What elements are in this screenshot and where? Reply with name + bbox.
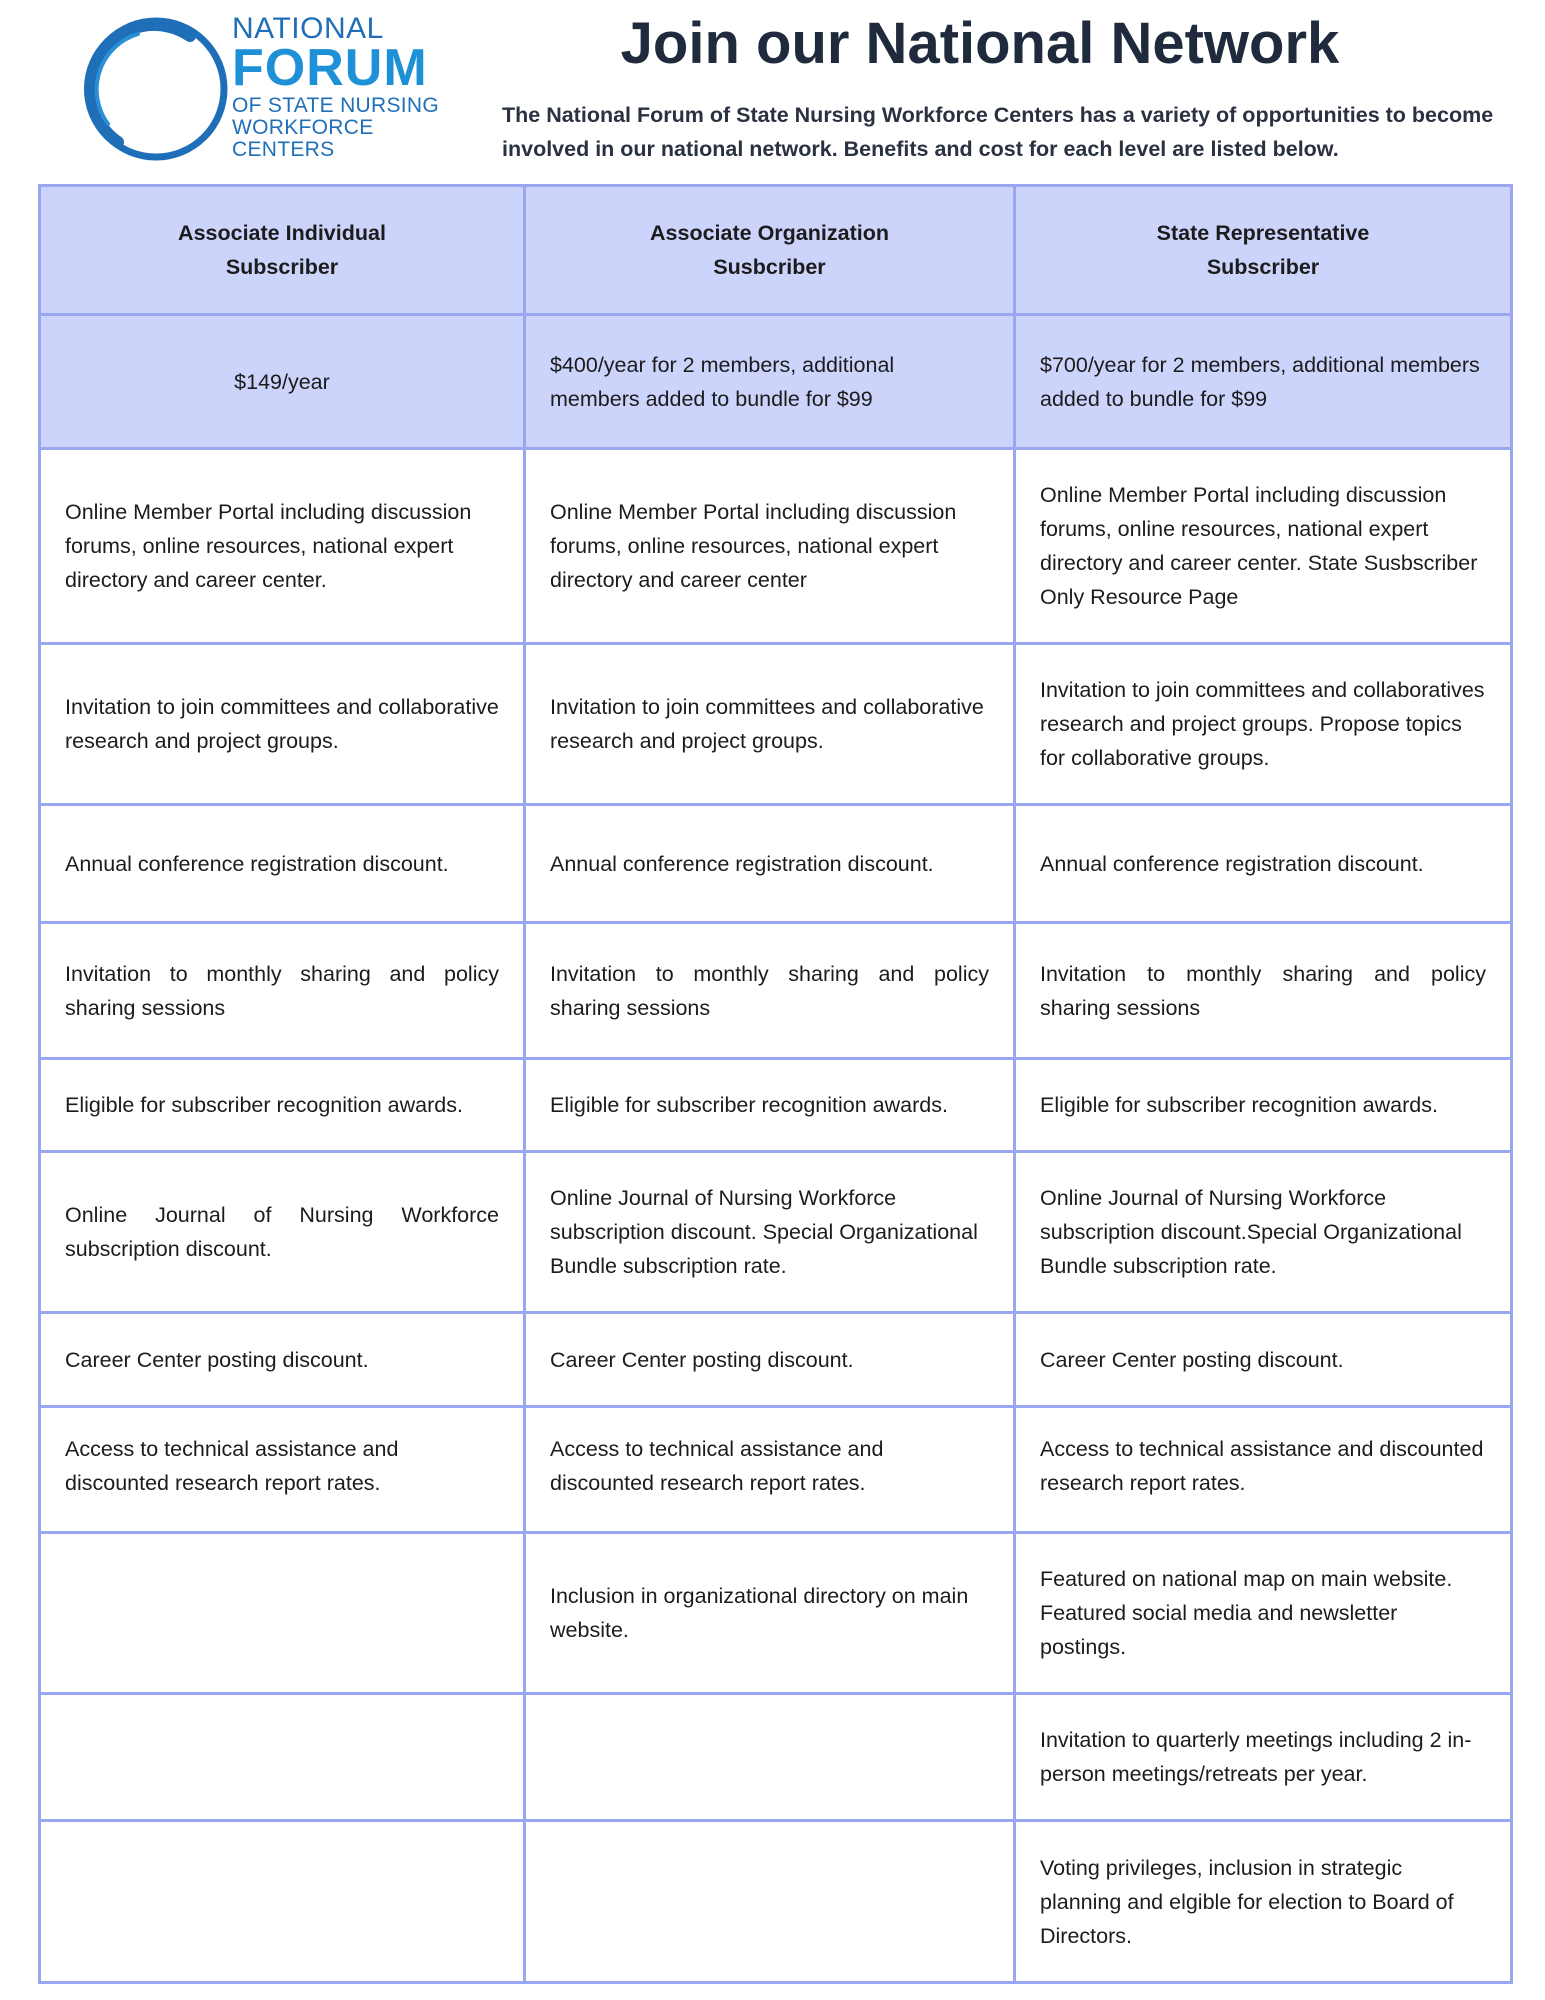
table-row bbox=[40, 923, 1512, 1059]
benefit-cell bbox=[40, 1694, 525, 1821]
table-row bbox=[40, 1152, 1512, 1313]
header-row bbox=[40, 186, 1512, 315]
benefit-cell: Invitation to quarterly meetings including 2 in-person meetings/retreats per year. bbox=[1015, 1694, 1512, 1821]
benefit-cell: Career Center posting discount. bbox=[1015, 1313, 1512, 1407]
table-row bbox=[40, 1694, 1512, 1821]
header-line: Subscriber bbox=[1206, 255, 1320, 279]
table-row bbox=[40, 644, 1512, 805]
benefit-cell: Invitation to join committees and collaboratives research and project groups. Propose topics for collaborative groups. bbox=[1015, 644, 1512, 805]
benefit-cell: Invitation to monthly sharing and policy sharing sessions bbox=[1015, 923, 1512, 1059]
organization-logo bbox=[78, 14, 478, 164]
benefit-cell: Invitation to join committees and collaborative research and project groups. bbox=[525, 644, 1015, 805]
benefit-cell bbox=[40, 1533, 525, 1694]
table-row bbox=[40, 805, 1512, 923]
benefit-cell: Invitation to monthly sharing and policy sharing sessions bbox=[525, 923, 1015, 1059]
page-title: Join our National Network bbox=[620, 11, 1340, 76]
price-row bbox=[40, 315, 1512, 449]
header-associate-organization bbox=[525, 186, 1015, 315]
benefit-cell: Online Member Portal including discussion forums, online resources, national expert directory and career center. State Susbscriber Only Resource Page bbox=[1015, 449, 1512, 644]
logo-ring-icon bbox=[78, 14, 238, 164]
benefit-cell bbox=[40, 1821, 525, 1983]
benefit-cell: Eligible for subscriber recognition awards. bbox=[40, 1059, 525, 1152]
table-row bbox=[40, 1533, 1512, 1694]
benefit-cell: Online Member Portal including discussion forums, online resources, national expert directory and career center bbox=[525, 449, 1015, 644]
price-cell: $400/year for 2 members, additional members added to bundle for $99 bbox=[525, 315, 1015, 449]
benefit-cell bbox=[525, 1821, 1015, 1983]
intro-text: The National Forum of State Nursing Workforce Centers has a variety of opportunities to become involved in our national network. Benefits and cost for each level are listed below. bbox=[502, 103, 1494, 161]
benefit-cell: Online Member Portal including discussion forums, online resources, national expert directory and career center. bbox=[40, 449, 525, 644]
benefit-cell: Career Center posting discount. bbox=[525, 1313, 1015, 1407]
table-row bbox=[40, 449, 1512, 644]
benefit-cell: Annual conference registration discount. bbox=[525, 805, 1015, 923]
header-line: Associate Individual bbox=[178, 221, 386, 245]
benefit-cell: Online Journal of Nursing Workforce subscription discount.Special Organizational Bundle subscription rate. bbox=[1015, 1152, 1512, 1313]
benefit-cell: Online Journal of Nursing Workforce subscription discount. bbox=[40, 1152, 525, 1313]
benefit-cell: Eligible for subscriber recognition awards. bbox=[1015, 1059, 1512, 1152]
benefit-cell: Invitation to monthly sharing and policy sharing sessions bbox=[40, 923, 525, 1059]
benefit-cell: Annual conference registration discount. bbox=[40, 805, 525, 923]
header-line: Associate Organization bbox=[650, 221, 889, 245]
table-row bbox=[40, 1821, 1512, 1983]
logo-line-national: NATIONAL bbox=[232, 12, 384, 45]
benefit-cell: Eligible for subscriber recognition awards. bbox=[525, 1059, 1015, 1152]
benefit-cell: Voting privileges, inclusion in strategic planning and elgible for election to Board of Directors. bbox=[1015, 1821, 1512, 1983]
header-associate-individual bbox=[40, 186, 525, 315]
benefit-cell: Invitation to join committees and collaborative research and project groups. bbox=[40, 644, 525, 805]
membership-table bbox=[38, 184, 1513, 1984]
logo-line-centers: CENTERS bbox=[232, 138, 335, 161]
benefit-cell: Career Center posting discount. bbox=[40, 1313, 525, 1407]
benefit-cell: Access to technical assistance and discounted research report rates. bbox=[40, 1407, 525, 1533]
price-cell: $700/year for 2 members, additional members added to bundle for $99 bbox=[1015, 315, 1512, 449]
table-row bbox=[40, 1059, 1512, 1152]
benefit-cell: Featured on national map on main website. Featured social media and newsletter postings. bbox=[1015, 1533, 1512, 1694]
logo-line-forum: FORUM bbox=[232, 39, 428, 97]
price-cell: $149/year bbox=[40, 315, 525, 449]
table-row bbox=[40, 1407, 1512, 1533]
logo-line-workforce: WORKFORCE bbox=[232, 116, 374, 139]
benefit-cell: Access to technical assistance and discounted research report rates. bbox=[1015, 1407, 1512, 1533]
header-state-representative bbox=[1015, 186, 1512, 315]
benefit-cell: Annual conference registration discount. bbox=[1015, 805, 1512, 923]
logo-line-state: OF STATE NURSING bbox=[232, 94, 440, 117]
benefit-cell: Online Journal of Nursing Workforce subscription discount. Special Organizational Bundle subscription rate. bbox=[525, 1152, 1015, 1313]
benefit-cell: Inclusion in organizational directory on main website. bbox=[525, 1533, 1015, 1694]
benefit-cell bbox=[525, 1694, 1015, 1821]
header-line: State Representative bbox=[1156, 221, 1370, 245]
header-line: Susbcriber bbox=[713, 255, 826, 279]
benefit-cell: Access to technical assistance and discounted research report rates. bbox=[525, 1407, 1015, 1533]
table-row bbox=[40, 1313, 1512, 1407]
header-line: Subscriber bbox=[225, 255, 339, 279]
